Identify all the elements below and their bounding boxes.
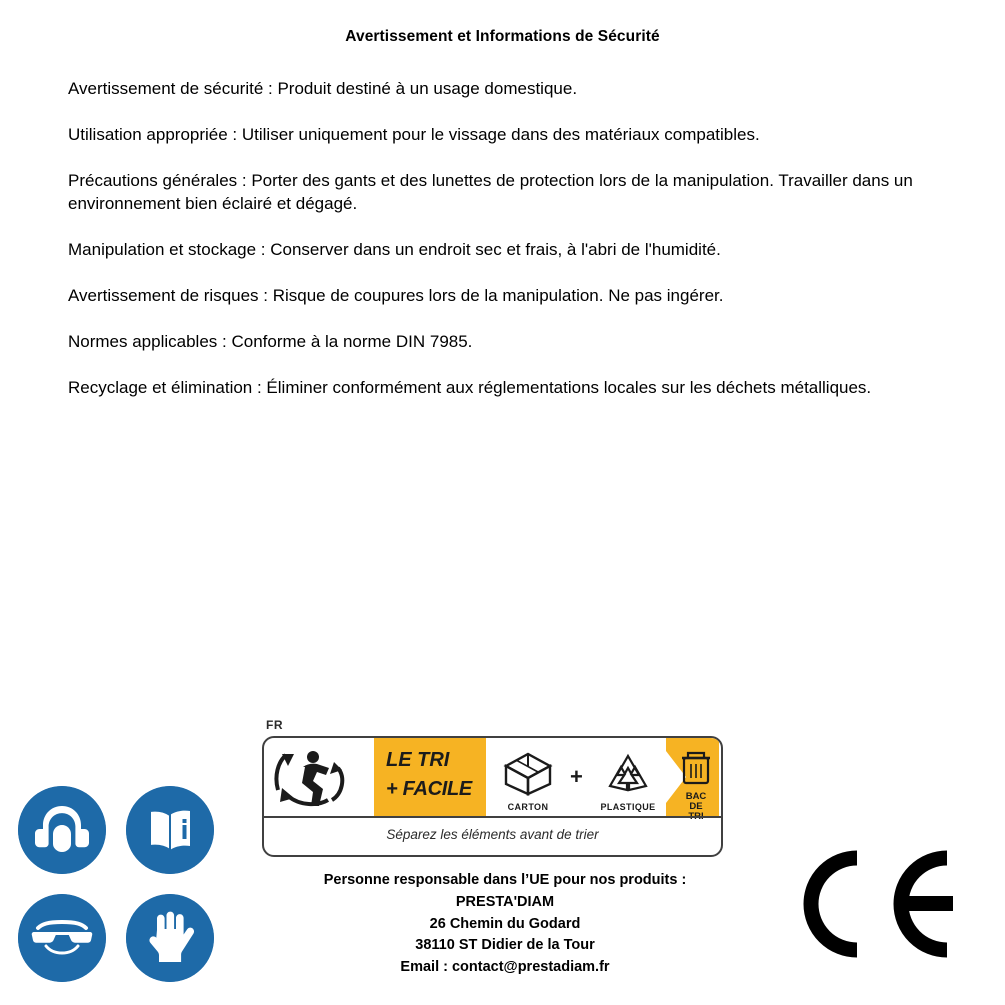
triman-caption: Séparez les éléments avant de trier — [386, 827, 599, 842]
waste-bin-group — [674, 748, 718, 822]
responsible-person-block — [205, 870, 805, 979]
triman-headline-line2: + FACILE — [386, 778, 472, 800]
material-plus-sign: + — [570, 764, 583, 789]
ce-marking-icon — [795, 848, 955, 960]
company-city: 38110 ST Didier de la Tour — [415, 937, 595, 954]
triman-symbol-icon — [272, 744, 368, 815]
ear-protection-icon — [18, 786, 106, 874]
responsible-person-heading — [205, 870, 805, 892]
bin-label-line2: DE — [689, 800, 703, 812]
triman-headline — [386, 746, 484, 804]
safety-paragraph: Avertissement de sécurité : Produit destiné à un usage domestique. — [68, 79, 578, 98]
bin-label-line1: BAC — [685, 791, 707, 802]
triman-headline-line1: LE TRI — [386, 749, 450, 771]
triman-language-tag: FR — [266, 718, 283, 732]
safety-pictogram-group — [18, 786, 222, 982]
responsible-heading-prefix: Personne responsable dans l’ — [323, 872, 530, 888]
waste-bin-icon — [674, 748, 718, 786]
safety-paragraph: Précautions générales : Porter des gants et des lunettes de protection lors de la manipulation. Travailler dans un environnement bien éclairé et dégagé. — [68, 170, 913, 213]
company-email: Email : contact@prestadiam.fr — [400, 959, 610, 975]
responsible-heading-strong: UE — [529, 872, 550, 888]
safety-paragraph: Manipulation et stockage : Conserver dans un endroit sec et frais, à l'abri de l'humidité. — [68, 239, 721, 259]
safety-paragraph: Normes applicables : Conforme à la norme DIN 7985. — [68, 331, 473, 351]
company-street: 26 Chemin du Godard — [429, 915, 581, 932]
material-carton-label: CARTON — [507, 802, 549, 812]
page-title: Avertissement et Informations de Sécurité — [345, 28, 660, 45]
material-plastique — [594, 750, 662, 812]
read-manual-icon — [126, 786, 214, 874]
responsible-heading-suffix: pour nos produits : — [549, 872, 687, 888]
recycling-triangle-icon — [594, 750, 662, 796]
safety-paragraph: Avertissement de risques : Risque de coupures lors de la manipulation. Ne pas ingérer. — [68, 285, 724, 305]
hand-protection-icon — [126, 894, 214, 982]
safety-information-text — [68, 78, 936, 400]
safety-paragraph: Utilisation appropriée : Utiliser uniquement pour le vissage dans des matériaux compatibles. — [68, 124, 760, 144]
safety-paragraph: Recyclage et élimination : Éliminer conformément aux réglementations locales sur les déchets métalliques. — [68, 377, 872, 397]
triman-box — [262, 736, 723, 857]
material-plastique-label: PLASTIQUE — [600, 802, 656, 812]
company-name: PRESTA'DIAM — [455, 893, 555, 910]
material-carton — [496, 750, 560, 812]
eye-protection-icon — [18, 894, 106, 982]
triman-recycling-label — [262, 718, 719, 853]
carton-box-icon — [496, 750, 560, 796]
